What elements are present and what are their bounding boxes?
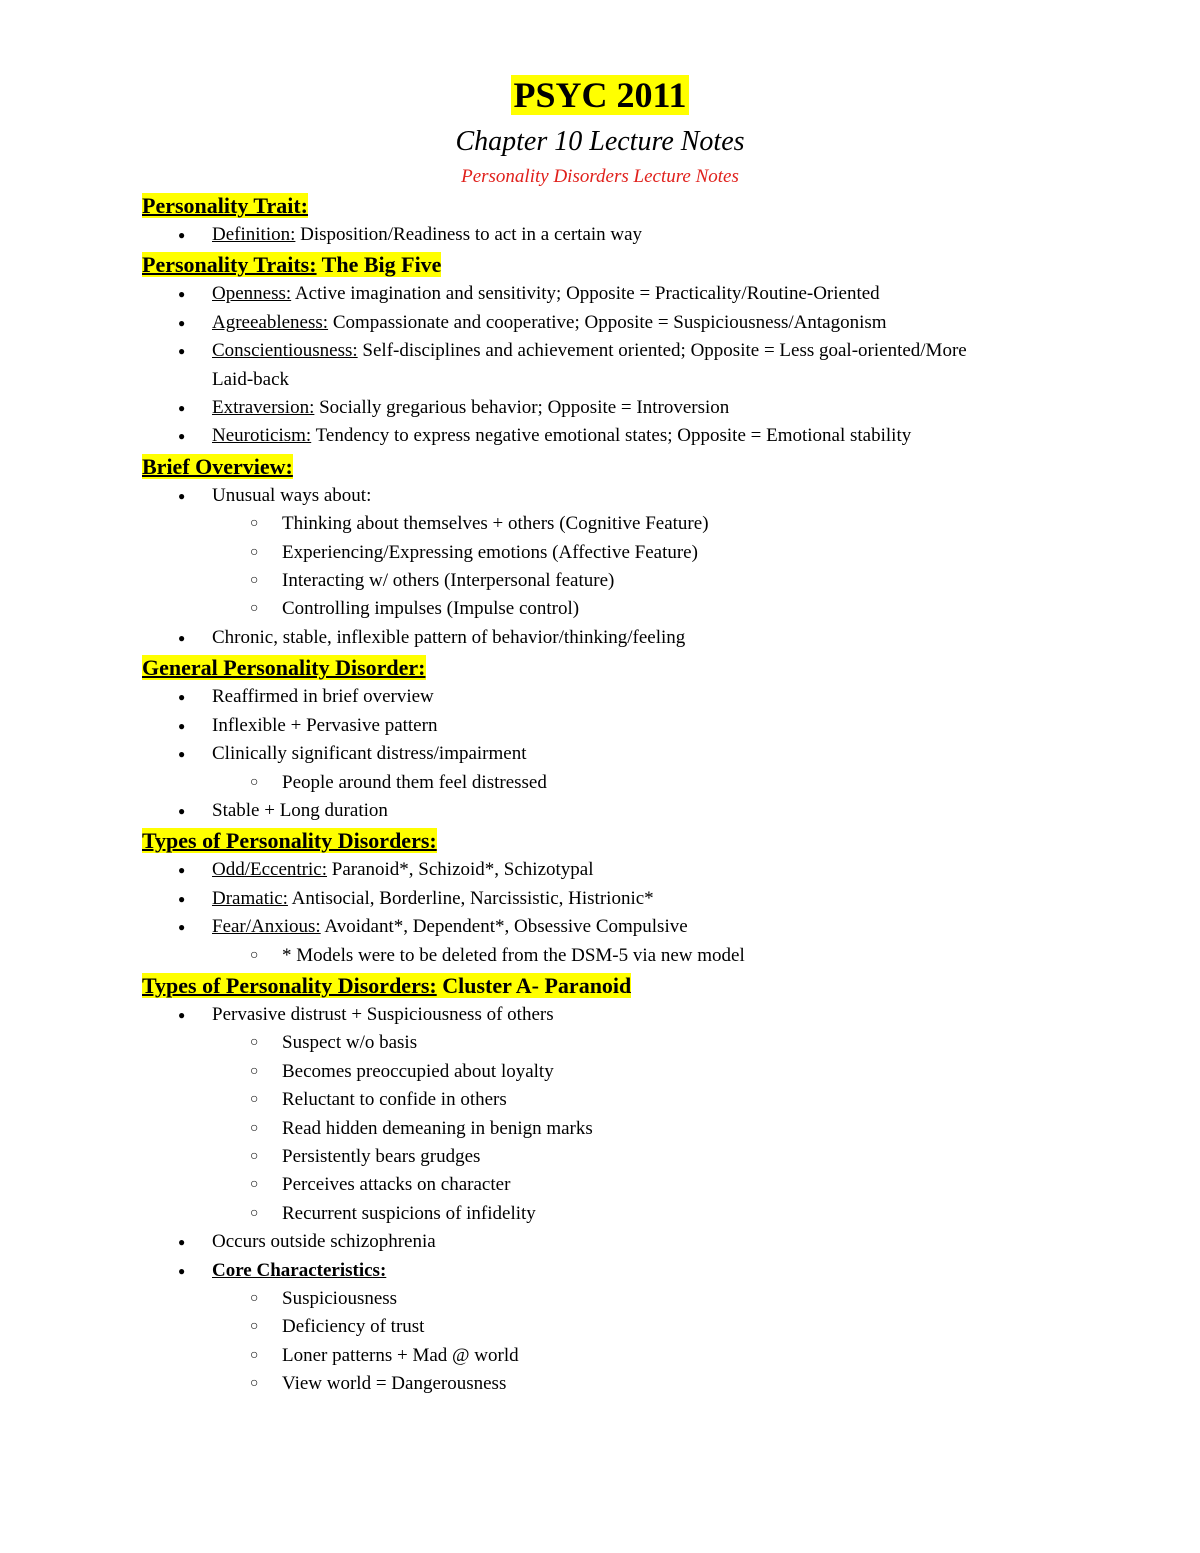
circle-bullet-icon: ○ bbox=[250, 1205, 259, 1221]
list-item: ● Dramatic: Antisocial, Borderline, Narcissistic, Histrionic* bbox=[142, 885, 1042, 913]
sub-list-item: ○ Suspect w/o basis bbox=[142, 1029, 1042, 1057]
bullet-icon: ● bbox=[178, 1263, 186, 1278]
list-item: ● Unusual ways about: bbox=[142, 482, 1042, 510]
bullet-icon: ● bbox=[178, 287, 186, 302]
sub-list-item: ○ Deficiency of trust bbox=[142, 1313, 1042, 1341]
sub-list-item: ○ Suspiciousness bbox=[142, 1285, 1042, 1313]
sub-list-item: ○ Interacting w/ others (Interpersonal feature) bbox=[142, 567, 1042, 595]
sub-list-item: ○ Becomes preoccupied about loyalty bbox=[142, 1058, 1042, 1086]
circle-bullet-icon: ○ bbox=[250, 1120, 259, 1136]
circle-bullet-icon: ○ bbox=[250, 1092, 259, 1108]
circle-bullet-icon: ○ bbox=[250, 1319, 259, 1335]
list-item: ● Conscientiousness: Self-disciplines and achievement oriented; Opposite = Less goal-oriented/More Laid-back bbox=[142, 337, 1012, 394]
course-title-text: PSYC 2011 bbox=[513, 75, 687, 115]
list-item: ● Core Characteristics: bbox=[142, 1257, 1042, 1285]
circle-bullet-icon: ○ bbox=[250, 774, 259, 790]
section-heading-cluster-a: Types of Personality Disorders: Cluster A- Paranoid bbox=[142, 972, 632, 998]
bullet-icon: ● bbox=[178, 429, 186, 444]
section-heading-general: General Personality Disorder: bbox=[142, 655, 426, 681]
list-item: ● Inflexible + Pervasive pattern bbox=[142, 712, 1042, 740]
circle-bullet-icon: ○ bbox=[250, 1347, 259, 1363]
notes-body bbox=[142, 190, 1042, 1399]
sub-list-item: ○ Thinking about themselves + others (Cognitive Feature) bbox=[142, 510, 1042, 538]
bullet-icon: ● bbox=[178, 1235, 186, 1250]
bullet-icon: ● bbox=[178, 344, 186, 359]
sub-list-item: ○ Read hidden demeaning in benign marks bbox=[142, 1115, 1042, 1143]
bullet-icon: ● bbox=[178, 228, 186, 242]
list-item: ● Agreeableness: Compassionate and cooperative; Opposite = Suspiciousness/Antagonism bbox=[142, 309, 1042, 337]
list-item: ● Reaffirmed in brief overview bbox=[142, 683, 1042, 711]
sub-list-item: ○ Persistently bears grudges bbox=[142, 1143, 1042, 1171]
circle-bullet-icon: ○ bbox=[250, 1148, 259, 1164]
circle-bullet-icon: ○ bbox=[250, 573, 259, 589]
section-heading-trait: Personality Trait: bbox=[142, 193, 308, 218]
list-item: ● Clinically significant distress/impairment bbox=[142, 740, 1042, 768]
sub-list-item: ○ Recurrent suspicions of infidelity bbox=[142, 1200, 1042, 1228]
circle-bullet-icon: ○ bbox=[250, 1291, 259, 1306]
list-item: ● Openness: Active imagination and sensitivity; Opposite = Practicality/Routine-Oriented bbox=[142, 280, 1042, 308]
bullet-icon: ● bbox=[178, 690, 186, 705]
sub-list-item: ○ * Models were to be deleted from the DSM-5 via new model bbox=[142, 942, 1042, 970]
list-item: ● Extraversion: Socially gregarious behavior; Opposite = Introversion bbox=[142, 394, 1042, 422]
circle-bullet-icon: ○ bbox=[250, 1063, 259, 1079]
section-heading-types: Types of Personality Disorders: bbox=[142, 828, 437, 854]
circle-bullet-icon: ○ bbox=[250, 544, 259, 560]
list-item: ● Neuroticism: Tendency to express negative emotional states; Opposite = Emotional stability bbox=[142, 422, 1042, 450]
list-item: ● Fear/Anxious: Avoidant*, Dependent*, Obsessive Compulsive bbox=[142, 913, 1042, 941]
list-item: ● Chronic, stable, inflexible pattern of behavior/thinking/feeling bbox=[142, 624, 1042, 652]
sub-list-item: ○ Experiencing/Expressing emotions (Affective Feature) bbox=[142, 539, 1042, 567]
topic-subtitle: Personality Disorders Lecture Notes bbox=[461, 166, 739, 187]
bullet-icon: ● bbox=[178, 920, 186, 935]
bullet-icon: ● bbox=[178, 401, 186, 416]
list-item: ● Definition: Disposition/Readiness to act in a certain way bbox=[142, 221, 1042, 249]
sub-list-item: ○ Perceives attacks on character bbox=[142, 1171, 1042, 1199]
course-title bbox=[0, 72, 1200, 126]
bullet-icon: ● bbox=[178, 1007, 186, 1022]
sub-list-item: ○ People around them feel distressed bbox=[142, 769, 1042, 797]
circle-bullet-icon: ○ bbox=[250, 1177, 259, 1193]
bullet-icon: ● bbox=[178, 718, 186, 733]
circle-bullet-icon: ○ bbox=[250, 1035, 259, 1051]
chapter-title: Chapter 10 Lecture Notes bbox=[455, 126, 745, 157]
section-heading-overview: Brief Overview: bbox=[142, 453, 293, 479]
sub-list-item: ○ Loner patterns + Mad @ world bbox=[142, 1342, 1042, 1370]
list-item: ● Pervasive distrust + Suspiciousness of others bbox=[142, 1001, 1042, 1029]
bullet-icon: ● bbox=[178, 863, 186, 878]
circle-bullet-icon: ○ bbox=[250, 601, 259, 617]
sub-list-item: ○ View world = Dangerousness bbox=[142, 1370, 1042, 1398]
section-heading-big-five: Personality Traits: The Big Five bbox=[142, 252, 442, 278]
bullet-icon: ● bbox=[178, 891, 186, 906]
sub-list-item: ○ Controlling impulses (Impulse control) bbox=[142, 595, 1042, 623]
list-item: ● Stable + Long duration bbox=[142, 797, 1042, 825]
sub-list-item: ○ Reluctant to confide in others bbox=[142, 1086, 1042, 1114]
circle-bullet-icon: ○ bbox=[250, 516, 259, 532]
list-item: ● Odd/Eccentric: Paranoid*, Schizoid*, Schizotypal bbox=[142, 856, 1042, 884]
circle-bullet-icon: ○ bbox=[250, 1376, 259, 1392]
bullet-icon: ● bbox=[178, 747, 186, 762]
bullet-icon: ● bbox=[178, 315, 186, 330]
bullet-icon: ● bbox=[178, 488, 186, 503]
bullet-icon: ● bbox=[178, 630, 186, 645]
bullet-icon: ● bbox=[178, 803, 186, 818]
circle-bullet-icon: ○ bbox=[250, 947, 259, 963]
list-item: ● Occurs outside schizophrenia bbox=[142, 1228, 1042, 1256]
